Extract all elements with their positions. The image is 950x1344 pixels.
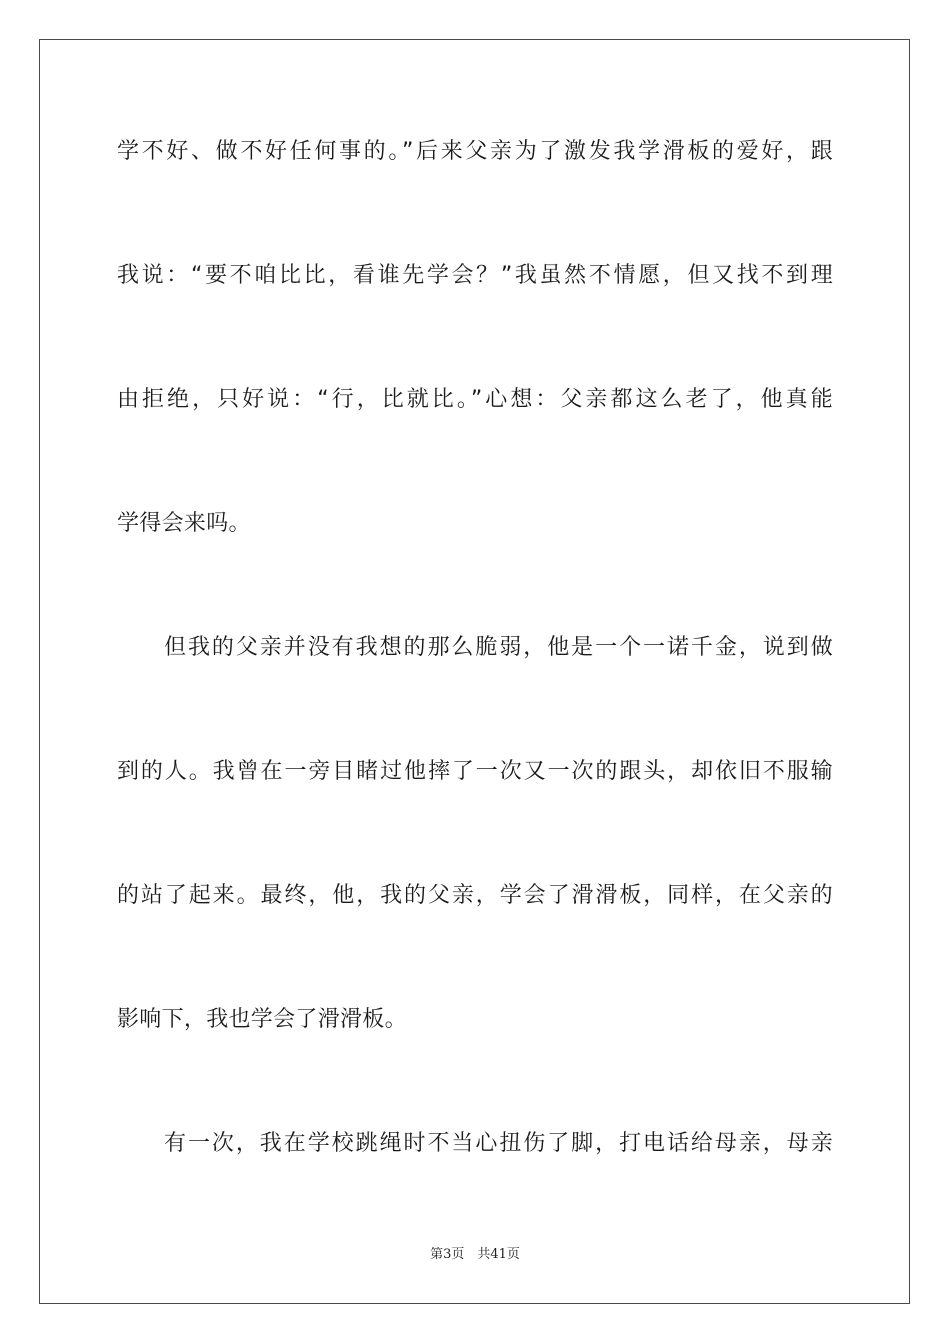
body-line-3: 由拒绝，只好说：“行，比就比。”心想：父亲都这么老了，他真能 (117, 387, 833, 412)
body-line-2: 我说：“要不咱比比，看谁先学会？”我虽然不情愿，但又找不到理 (117, 263, 833, 288)
body-line-6: 到的人。我曾在一旁目睹过他摔了一次又一次的跟头，却依旧不服输 (117, 759, 833, 784)
body-line-5: 但我的父亲并没有我想的那么脆弱，他是一个一诺千金，说到做 (164, 635, 833, 660)
body-line-1: 学不好、做不好任何事的。”后来父亲为了激发我学滑板的爱好，跟 (117, 139, 833, 164)
body-line-4: 学得会来吗。 (117, 511, 251, 536)
body-line-9: 有一次，我在学校跳绳时不当心扭伤了脚，打电话给母亲，母亲 (164, 1131, 833, 1156)
body-line-8: 影响下，我也学会了滑滑板。 (117, 1007, 407, 1032)
page-number-footer: 第3页 共41页 (430, 1247, 520, 1262)
page-border (39, 39, 910, 1304)
body-line-7: 的站了起来。最终，他，我的父亲，学会了滑滑板，同样，在父亲的 (117, 883, 833, 908)
